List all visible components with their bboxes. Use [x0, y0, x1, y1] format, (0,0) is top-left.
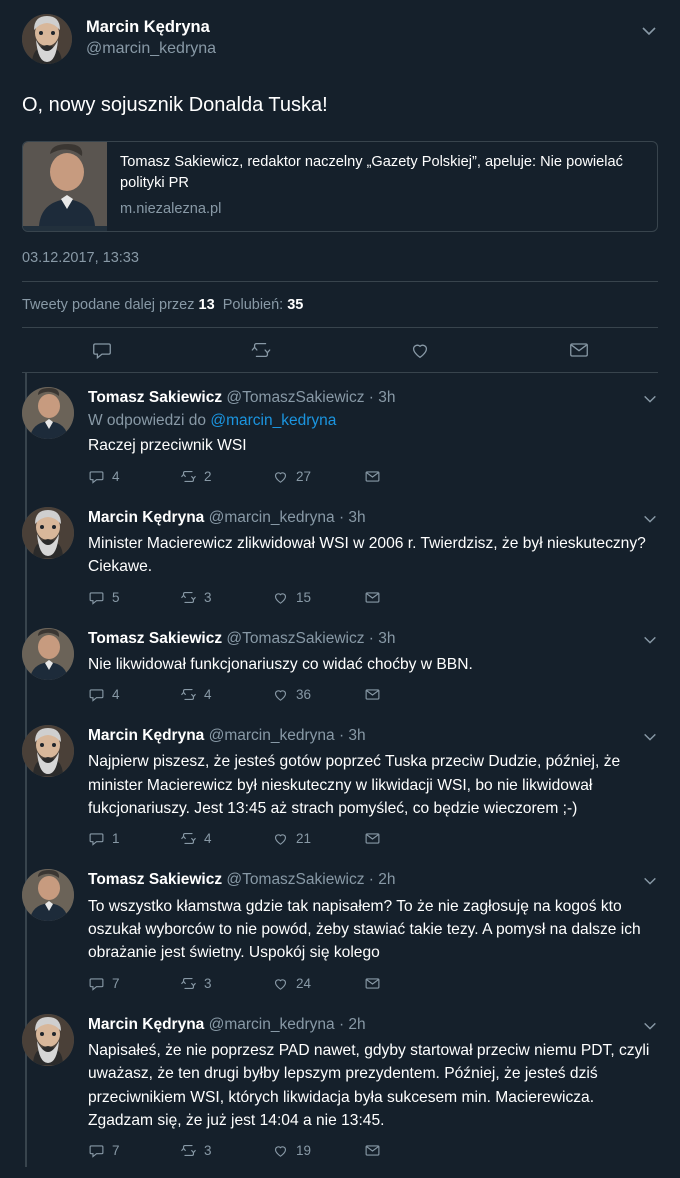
reply-icon[interactable] — [88, 686, 180, 703]
reply-header[interactable] — [88, 628, 658, 649]
chevron-down-icon[interactable] — [642, 511, 658, 527]
retweet-icon[interactable] — [180, 686, 272, 703]
direct-message-icon[interactable] — [364, 975, 404, 992]
retweet-icon[interactable] — [181, 339, 340, 361]
like-icon[interactable] — [272, 589, 364, 606]
reply-glyph — [88, 1142, 105, 1159]
retweet-glyph — [180, 830, 197, 847]
reply-author-handle: @marcin_kedryna — [208, 1015, 335, 1033]
reply-actions — [88, 830, 658, 853]
retweet-count: 3 — [204, 589, 212, 605]
reply-timestamp: · 3h — [338, 508, 366, 526]
reply-actions — [88, 975, 658, 998]
dm-glyph — [364, 589, 381, 606]
link-card-domain: m.niezalezna.pl — [120, 201, 222, 218]
reply-timestamp: · 2h — [338, 1015, 366, 1033]
likes-label: Polubień: — [222, 297, 284, 314]
retweet-glyph — [180, 686, 197, 703]
reply-item — [22, 493, 658, 614]
reply-glyph — [88, 830, 105, 847]
reply-actions — [88, 1142, 658, 1165]
reply-text: Napisałeś, że nie poprzesz PAD nawet, gdyby startował przeciw niemu PDT, czyli uważasz, że ten drugi byłby lepszym prezydentem. Później, że jesteś dziś przeciwnikiem WSI, których likwidacja była sukcesem min. Macierewicza. Zgadzam się, że już jest 14:04 a nie 13:45. — [88, 1041, 650, 1130]
reply-glyph — [88, 686, 105, 703]
main-tweet-text: O, nowy sojusznik Donalda Tuska! — [22, 94, 328, 116]
reply-to-handle[interactable]: @marcin_kedryna — [210, 412, 337, 430]
retweet-glyph — [180, 975, 197, 992]
retweet-glyph — [180, 468, 197, 485]
reply-icon[interactable] — [88, 589, 180, 606]
reply-timestamp: · 3h — [368, 629, 396, 647]
reply-icon[interactable] — [88, 975, 180, 992]
retweet-count: 2 — [204, 468, 212, 484]
reply-actions — [88, 589, 658, 612]
reply-icon[interactable] — [22, 339, 181, 361]
main-tweet — [0, 0, 680, 373]
avatar[interactable] — [22, 1014, 74, 1066]
link-card-thumbnail — [23, 142, 107, 231]
reply-actions — [88, 686, 658, 709]
reply-glyph — [88, 589, 105, 606]
reply-author-handle: @TomaszSakiewicz — [226, 871, 365, 889]
reply-count: 7 — [112, 1143, 120, 1159]
reply-body — [88, 869, 658, 999]
reply-icon[interactable] — [88, 830, 180, 847]
reply-count: 5 — [112, 589, 120, 605]
reply-body — [88, 507, 658, 614]
link-card[interactable] — [22, 141, 658, 232]
retweet-icon[interactable] — [180, 830, 272, 847]
avatar[interactable] — [22, 869, 74, 921]
reply-body — [88, 387, 658, 493]
retweets-label: Tweety podane dalej przez — [22, 297, 195, 314]
reply-count: 7 — [112, 975, 120, 991]
dm-glyph — [364, 1142, 381, 1159]
like-count: 27 — [296, 468, 312, 484]
like-icon[interactable] — [272, 1142, 364, 1159]
reply-timestamp: · 3h — [338, 727, 366, 745]
reply-glyph — [88, 468, 105, 485]
reply-actions — [88, 468, 658, 491]
dm-glyph — [364, 468, 381, 485]
chevron-down-icon[interactable] — [642, 1018, 658, 1034]
author-handle: @marcin_kedryna — [86, 39, 217, 57]
reply-item — [22, 855, 658, 999]
reply-to-prefix: W odpowiedzi do — [88, 412, 207, 430]
chevron-down-icon[interactable] — [642, 391, 658, 407]
retweet-icon[interactable] — [180, 1142, 272, 1159]
reply-author-name: Tomasz Sakiewicz — [88, 629, 223, 647]
chevron-down-icon[interactable] — [640, 22, 658, 40]
reply-header[interactable] — [88, 725, 658, 746]
reply-author-name: Tomasz Sakiewicz — [88, 871, 223, 889]
avatar[interactable] — [22, 725, 74, 777]
main-tweet-actions — [22, 328, 658, 373]
reply-body — [88, 725, 658, 855]
retweet-glyph — [180, 589, 197, 606]
main-tweet-timestamp: 03.12.2017, 13:33 — [22, 232, 658, 282]
reply-timestamp: · 3h — [368, 389, 396, 407]
like-count: 36 — [296, 687, 312, 703]
like-icon[interactable] — [272, 830, 364, 847]
reply-author-name: Tomasz Sakiewicz — [88, 389, 223, 407]
direct-message-icon[interactable] — [499, 339, 658, 361]
direct-message-icon[interactable] — [364, 589, 404, 606]
reply-text: Minister Macierewicz zlikwidował WSI w 2006 r. Twierdzisz, że był nieskuteczny? Ciekawe. — [88, 534, 646, 576]
reply-timestamp: · 2h — [368, 871, 396, 889]
retweet-icon[interactable] — [180, 589, 272, 606]
reply-header[interactable] — [88, 1014, 658, 1035]
reply-to-line — [88, 412, 658, 430]
reply-text: To wszystko kłamstwa gdzie tak napisałem? To że nie zagłosuję na kogoś kto oszukał wyborców to nie powód, żeby stawiać takie tezy. A pomysł na dalsze ich obrażanie jest świetny. Uspokój się kolego — [88, 897, 641, 962]
reply-text: Najpierw piszesz, że jesteś gotów poprzeć Tuska przeciw Dudzie, później, że minister Macierewicz był nieskuteczny w likwidacji WSI, bo nie likwidował fukcjonariuszy. Jest 13:45 aż strach pomyśleć, co będzie wieczorem ;-) — [88, 753, 621, 818]
direct-message-icon[interactable] — [364, 686, 404, 703]
dm-glyph — [364, 830, 381, 847]
direct-message-icon[interactable] — [364, 1142, 404, 1159]
reply-header[interactable] — [88, 869, 658, 890]
like-glyph — [272, 468, 289, 485]
like-glyph — [272, 1142, 289, 1159]
chevron-down-icon[interactable] — [642, 729, 658, 745]
reply-body — [88, 1014, 658, 1168]
like-icon[interactable] — [272, 975, 364, 992]
reply-thread — [0, 373, 680, 1167]
main-tweet-stats — [22, 282, 658, 328]
retweets-count[interactable]: 13 — [198, 297, 215, 314]
reply-body — [88, 628, 658, 712]
reply-count: 4 — [112, 687, 120, 703]
like-count: 21 — [296, 831, 312, 847]
like-count: 15 — [296, 589, 312, 605]
reply-author-name: Marcin Kędryna — [88, 508, 205, 526]
reply-count: 4 — [112, 468, 120, 484]
like-glyph — [272, 975, 289, 992]
reply-author-handle: @marcin_kedryna — [208, 727, 335, 745]
main-tweet-author[interactable] — [86, 14, 216, 59]
avatar[interactable] — [22, 387, 74, 439]
reply-item — [22, 1000, 658, 1168]
avatar[interactable] — [22, 507, 74, 559]
retweet-count: 3 — [204, 975, 212, 991]
retweet-count: 4 — [204, 831, 212, 847]
reply-item — [22, 711, 658, 855]
reply-count: 1 — [112, 831, 120, 847]
reply-item — [22, 373, 658, 493]
like-icon[interactable] — [272, 468, 364, 485]
avatar[interactable] — [22, 628, 74, 680]
retweet-glyph — [180, 1142, 197, 1159]
chevron-down-icon[interactable] — [642, 632, 658, 648]
author-name: Marcin Kędryna — [86, 18, 210, 36]
link-card-body — [107, 142, 657, 231]
dm-glyph — [364, 975, 381, 992]
reply-author-handle: @TomaszSakiewicz — [226, 629, 365, 647]
reply-author-name: Marcin Kędryna — [88, 1015, 205, 1033]
retweet-count: 3 — [204, 1143, 212, 1159]
like-icon[interactable] — [340, 339, 499, 361]
like-glyph — [272, 830, 289, 847]
retweet-icon[interactable] — [180, 975, 272, 992]
reply-item — [22, 614, 658, 712]
link-card-title: Tomasz Sakiewicz, redaktor naczelny „Gazety Polskiej”, apeluje: Nie powielać polityki PR — [120, 154, 623, 191]
reply-text: Raczej przeciwnik WSI — [88, 437, 247, 455]
like-glyph — [272, 589, 289, 606]
direct-message-icon[interactable] — [364, 468, 404, 485]
reply-glyph — [88, 975, 105, 992]
avatar[interactable] — [22, 14, 72, 64]
likes-count[interactable]: 35 — [287, 297, 304, 314]
dm-glyph — [364, 686, 381, 703]
reply-icon[interactable] — [88, 1142, 180, 1159]
reply-author-name: Marcin Kędryna — [88, 727, 205, 745]
reply-icon[interactable] — [88, 468, 180, 485]
main-tweet-header — [22, 14, 658, 64]
reply-text: Nie likwidował funkcjonariuszy co widać choćby w BBN. — [88, 655, 473, 673]
retweet-icon[interactable] — [180, 468, 272, 485]
reply-author-handle: @marcin_kedryna — [208, 508, 335, 526]
direct-message-icon[interactable] — [364, 830, 404, 847]
like-icon[interactable] — [272, 686, 364, 703]
chevron-down-icon[interactable] — [642, 873, 658, 889]
like-count: 19 — [296, 1143, 312, 1159]
reply-header[interactable] — [88, 387, 658, 408]
reply-header[interactable] — [88, 507, 658, 528]
retweet-count: 4 — [204, 687, 212, 703]
like-glyph — [272, 686, 289, 703]
reply-author-handle: @TomaszSakiewicz — [226, 389, 365, 407]
like-count: 24 — [296, 975, 312, 991]
